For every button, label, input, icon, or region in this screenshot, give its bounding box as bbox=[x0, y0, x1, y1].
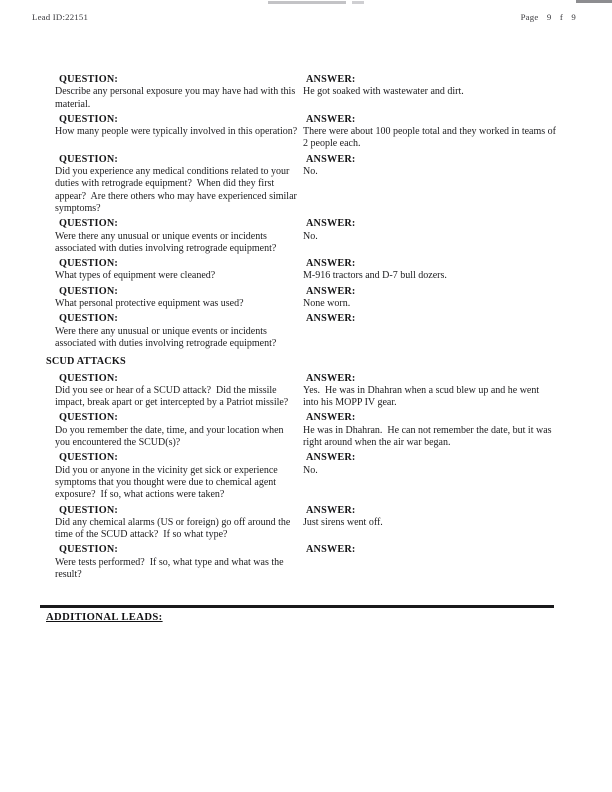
question-text: What types of equipment were cleaned? bbox=[55, 270, 216, 282]
answer-text: Yes. He was in Dhahran when a scud blew up and he went into his MOPP IV gear. bbox=[303, 384, 542, 409]
lead-id: Lead ID:22151 bbox=[32, 12, 89, 22]
answer-label: ANSWER: bbox=[306, 285, 356, 297]
qa-row bbox=[55, 452, 557, 501]
question-text: How many people were typically involved in this operation? bbox=[55, 126, 298, 138]
answer-label: ANSWER: bbox=[306, 544, 356, 556]
question-text: What personal protective equipment was used? bbox=[55, 298, 244, 310]
question-text: Did you or anyone in the vicinity get sick or experience symptoms that you thought were due to chemical agent exposure? If so, what actions were taken? bbox=[55, 464, 281, 501]
answer-label: ANSWER: bbox=[306, 412, 356, 424]
question-label: QUESTION: bbox=[59, 372, 118, 384]
question-label: QUESTION: bbox=[59, 74, 118, 85]
question-text: Were there any unusual or unique events or incidents associated with duties involving retrograde equipment? bbox=[55, 230, 277, 254]
answer-label: ANSWER: bbox=[306, 504, 356, 516]
answer-text: No. bbox=[303, 230, 318, 242]
scan-artifact bbox=[576, 0, 612, 3]
question-label: QUESTION: bbox=[59, 285, 118, 297]
page-header bbox=[32, 12, 576, 22]
question-text: Did you experience any medical conditions related to your duties with retrograde equipment? When did they first appear? Are there others who may have experienced similar symptoms? bbox=[55, 166, 300, 214]
qa-row bbox=[55, 218, 557, 255]
scan-artifact bbox=[352, 1, 364, 4]
question-label: QUESTION: bbox=[59, 313, 118, 325]
qa-row bbox=[55, 505, 557, 542]
answer-label: ANSWER: bbox=[306, 153, 356, 165]
qa-row bbox=[55, 154, 557, 215]
answer-label: ANSWER: bbox=[306, 74, 356, 85]
answer-text: There were about 100 people total and they worked in teams of 2 people each. bbox=[303, 126, 559, 150]
question-text: Did any chemical alarms (US or foreign) go off around the time of the SCUD attack? If so what type? bbox=[55, 516, 293, 541]
answer-text: He got soaked with wastewater and dirt. bbox=[303, 86, 464, 98]
qa-row bbox=[55, 373, 557, 410]
question-label: QUESTION: bbox=[59, 452, 118, 464]
page-number: Page 9 f 9 bbox=[520, 12, 576, 22]
additional-leads-heading: ADDITIONAL LEADS: bbox=[46, 612, 163, 623]
question-text: Do you remember the date, time, and your location when you encountered the SCUD(s)? bbox=[55, 424, 287, 449]
answer-text: Just sirens went off. bbox=[303, 516, 383, 528]
question-label: QUESTION: bbox=[59, 113, 118, 125]
answer-text: M-916 tractors and D-7 bull dozers. bbox=[303, 270, 447, 282]
answer-text: He was in Dhahran. He can not remember the date, but it was right around when the air war began. bbox=[303, 424, 555, 449]
qa-row bbox=[55, 412, 557, 449]
question-label: QUESTION: bbox=[59, 153, 118, 165]
section-heading-scud-attacks: SCUD ATTACKS bbox=[46, 356, 126, 368]
answer-text: No. bbox=[303, 464, 318, 476]
question-text: Describe any personal exposure you may have had with this material. bbox=[55, 86, 298, 110]
answer-label: ANSWER: bbox=[306, 452, 356, 464]
answer-label: ANSWER: bbox=[306, 113, 356, 125]
qa-row bbox=[55, 74, 557, 111]
answer-label: ANSWER: bbox=[306, 258, 356, 270]
scan-artifact bbox=[268, 1, 346, 4]
answer-label: ANSWER: bbox=[306, 313, 356, 325]
answer-text: No. bbox=[303, 166, 318, 178]
question-label: QUESTION: bbox=[59, 544, 118, 556]
question-label: QUESTION: bbox=[59, 218, 118, 230]
answer-text: None worn. bbox=[303, 298, 351, 310]
question-label: QUESTION: bbox=[59, 412, 118, 424]
answer-label: ANSWER: bbox=[306, 372, 356, 384]
qa-row bbox=[55, 286, 557, 311]
horizontal-rule bbox=[40, 605, 554, 608]
answer-label: ANSWER: bbox=[306, 218, 356, 230]
question-text: Did you see or hear of a SCUD attack? Did the missile impact, break apart or get intercepted by a Patriot missile? bbox=[55, 384, 289, 409]
qa-row bbox=[55, 313, 557, 350]
question-label: QUESTION: bbox=[59, 504, 118, 516]
qa-content bbox=[46, 74, 559, 584]
question-label: QUESTION: bbox=[59, 258, 118, 270]
qa-row bbox=[55, 544, 557, 581]
qa-row bbox=[55, 114, 557, 151]
question-text: Were there any unusual or unique events or incidents associated with duties involving retrograde equipment? bbox=[55, 325, 277, 349]
question-text: Were tests performed? If so, what type and what was the result? bbox=[55, 556, 287, 580]
qa-row bbox=[55, 258, 557, 283]
